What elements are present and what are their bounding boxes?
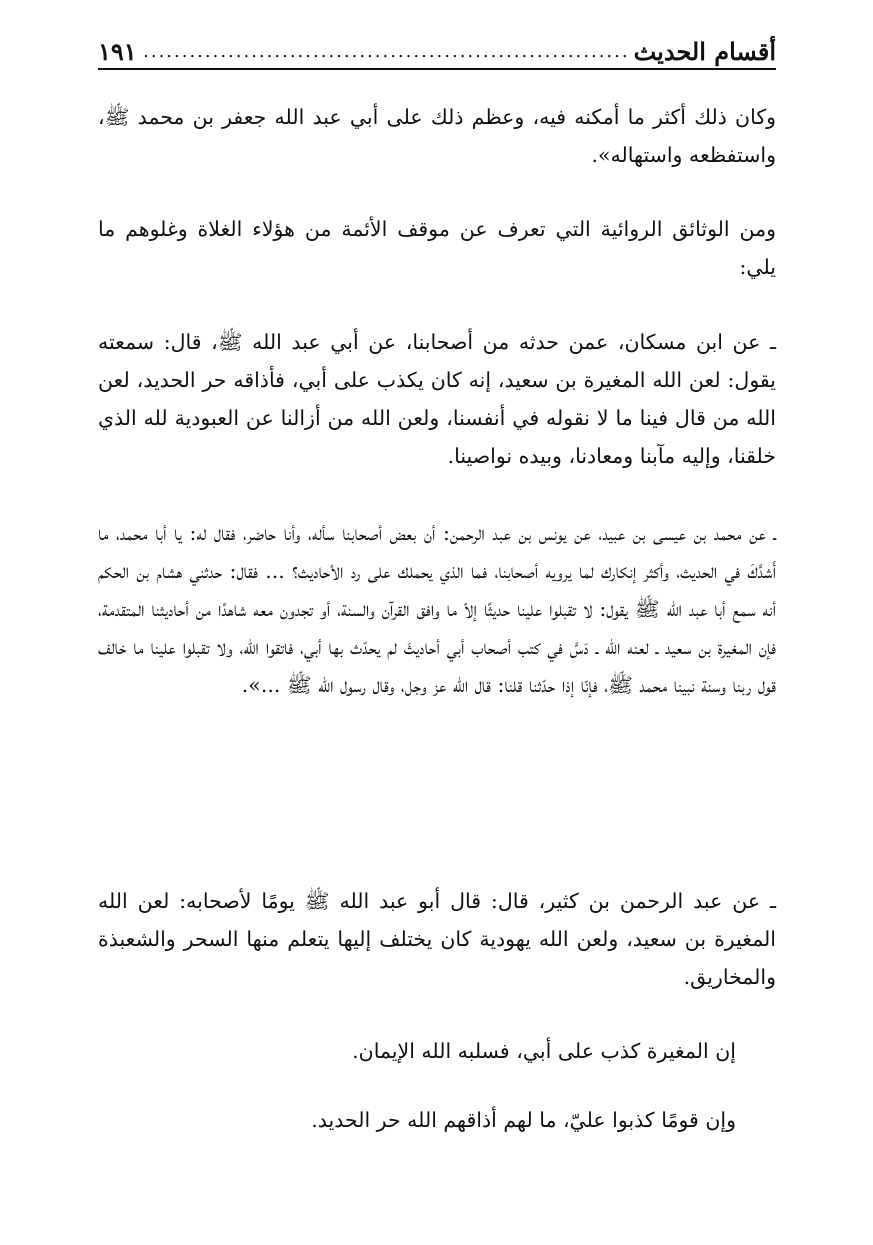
indented-quote-line: وإن قومًا كذبوا عليّ، ما لهم أذاقهم الله حر الحديد. xyxy=(311,1108,736,1132)
header-divider xyxy=(98,68,776,70)
paragraph: وكان ذلك أكثر ما أمكنه فيه، وعظم ذلك على أبي عبد الله جعفر بن محمد ﷺ، واستفظعه واستهاله». xyxy=(98,105,776,167)
paragraph: ـ عن محمد بن عيسى بن عبيد، عن يونس بن عبد الرحمن: أن بعض أصحابنا سأله، وأنا حاضر، فقال له: يا أبا محمد، ما أَشدَّكَ في الحديث، وأكثر إنكارك لما يرويه أصحابنا، فما الذي يحملك على رد الأحاديث؟ ... فقال: حدثني هشام بن الحكم أنه سمع أبا عبد الله ﷺ يقول: لا تقبلوا علينا حديثًا إلاّ ما وافق القرآن والسنة، أو تجدون معه شاهدًا من أحاديثنا المتقدمة، فإن المغيرة بن سعيد ـ لعنه الله ـ دَسَّ في كتب أصحاب أبي أحاديثَ لم يحدّث بها أبي، فاتقوا الله، ولا تقبلوا علينا ما خالف قول ربنا وسنة نبينا محمد ﷺ، فإنّا إذا حدّثنا قلنا: قال الله عز وجل، وقال رسول الله ﷺ ...». xyxy=(98,521,776,697)
header-leader-dots xyxy=(141,41,630,62)
paragraph: ومن الوثائق الروائية التي تعرف عن موقف الأئمة من هؤلاء الغلاة وغلوهم ما يلي: xyxy=(98,217,776,279)
book-page xyxy=(98,0,776,1245)
chapter-title: أقسام الحديث xyxy=(633,37,776,66)
paragraph: ـ عن عبد الرحمن بن كثير، قال: قال أبو عبد الله ﷺ يومًا لأصحابه: لعن الله المغيرة بن سعيد، ولعن الله يهودية كان يختلف إليها يتعلم منها السحر والشعبذة والمخاريق. xyxy=(98,889,776,989)
paragraph: ـ عن ابن مسكان، عمن حدثه من أصحابنا، عن أبي عبد الله ﷺ، قال: سمعته يقول: لعن الله المغيرة بن سعيد، إنه كان يكذب على أبي، فأذاقه حر الحديد، لعن الله من قال فينا ما لا نقوله في أنفسنا، ولعن الله من أزالنا عن العبودية لله الذي خلقنا، وإليه مآبنا ومعادنا، وبيده نواصينا. xyxy=(98,330,776,468)
running-header xyxy=(98,30,776,66)
indented-quote-line: إن المغيرة كذب على أبي، فسلبه الله الإيمان. xyxy=(352,1039,736,1063)
page-number: ١٩١ xyxy=(98,37,137,66)
